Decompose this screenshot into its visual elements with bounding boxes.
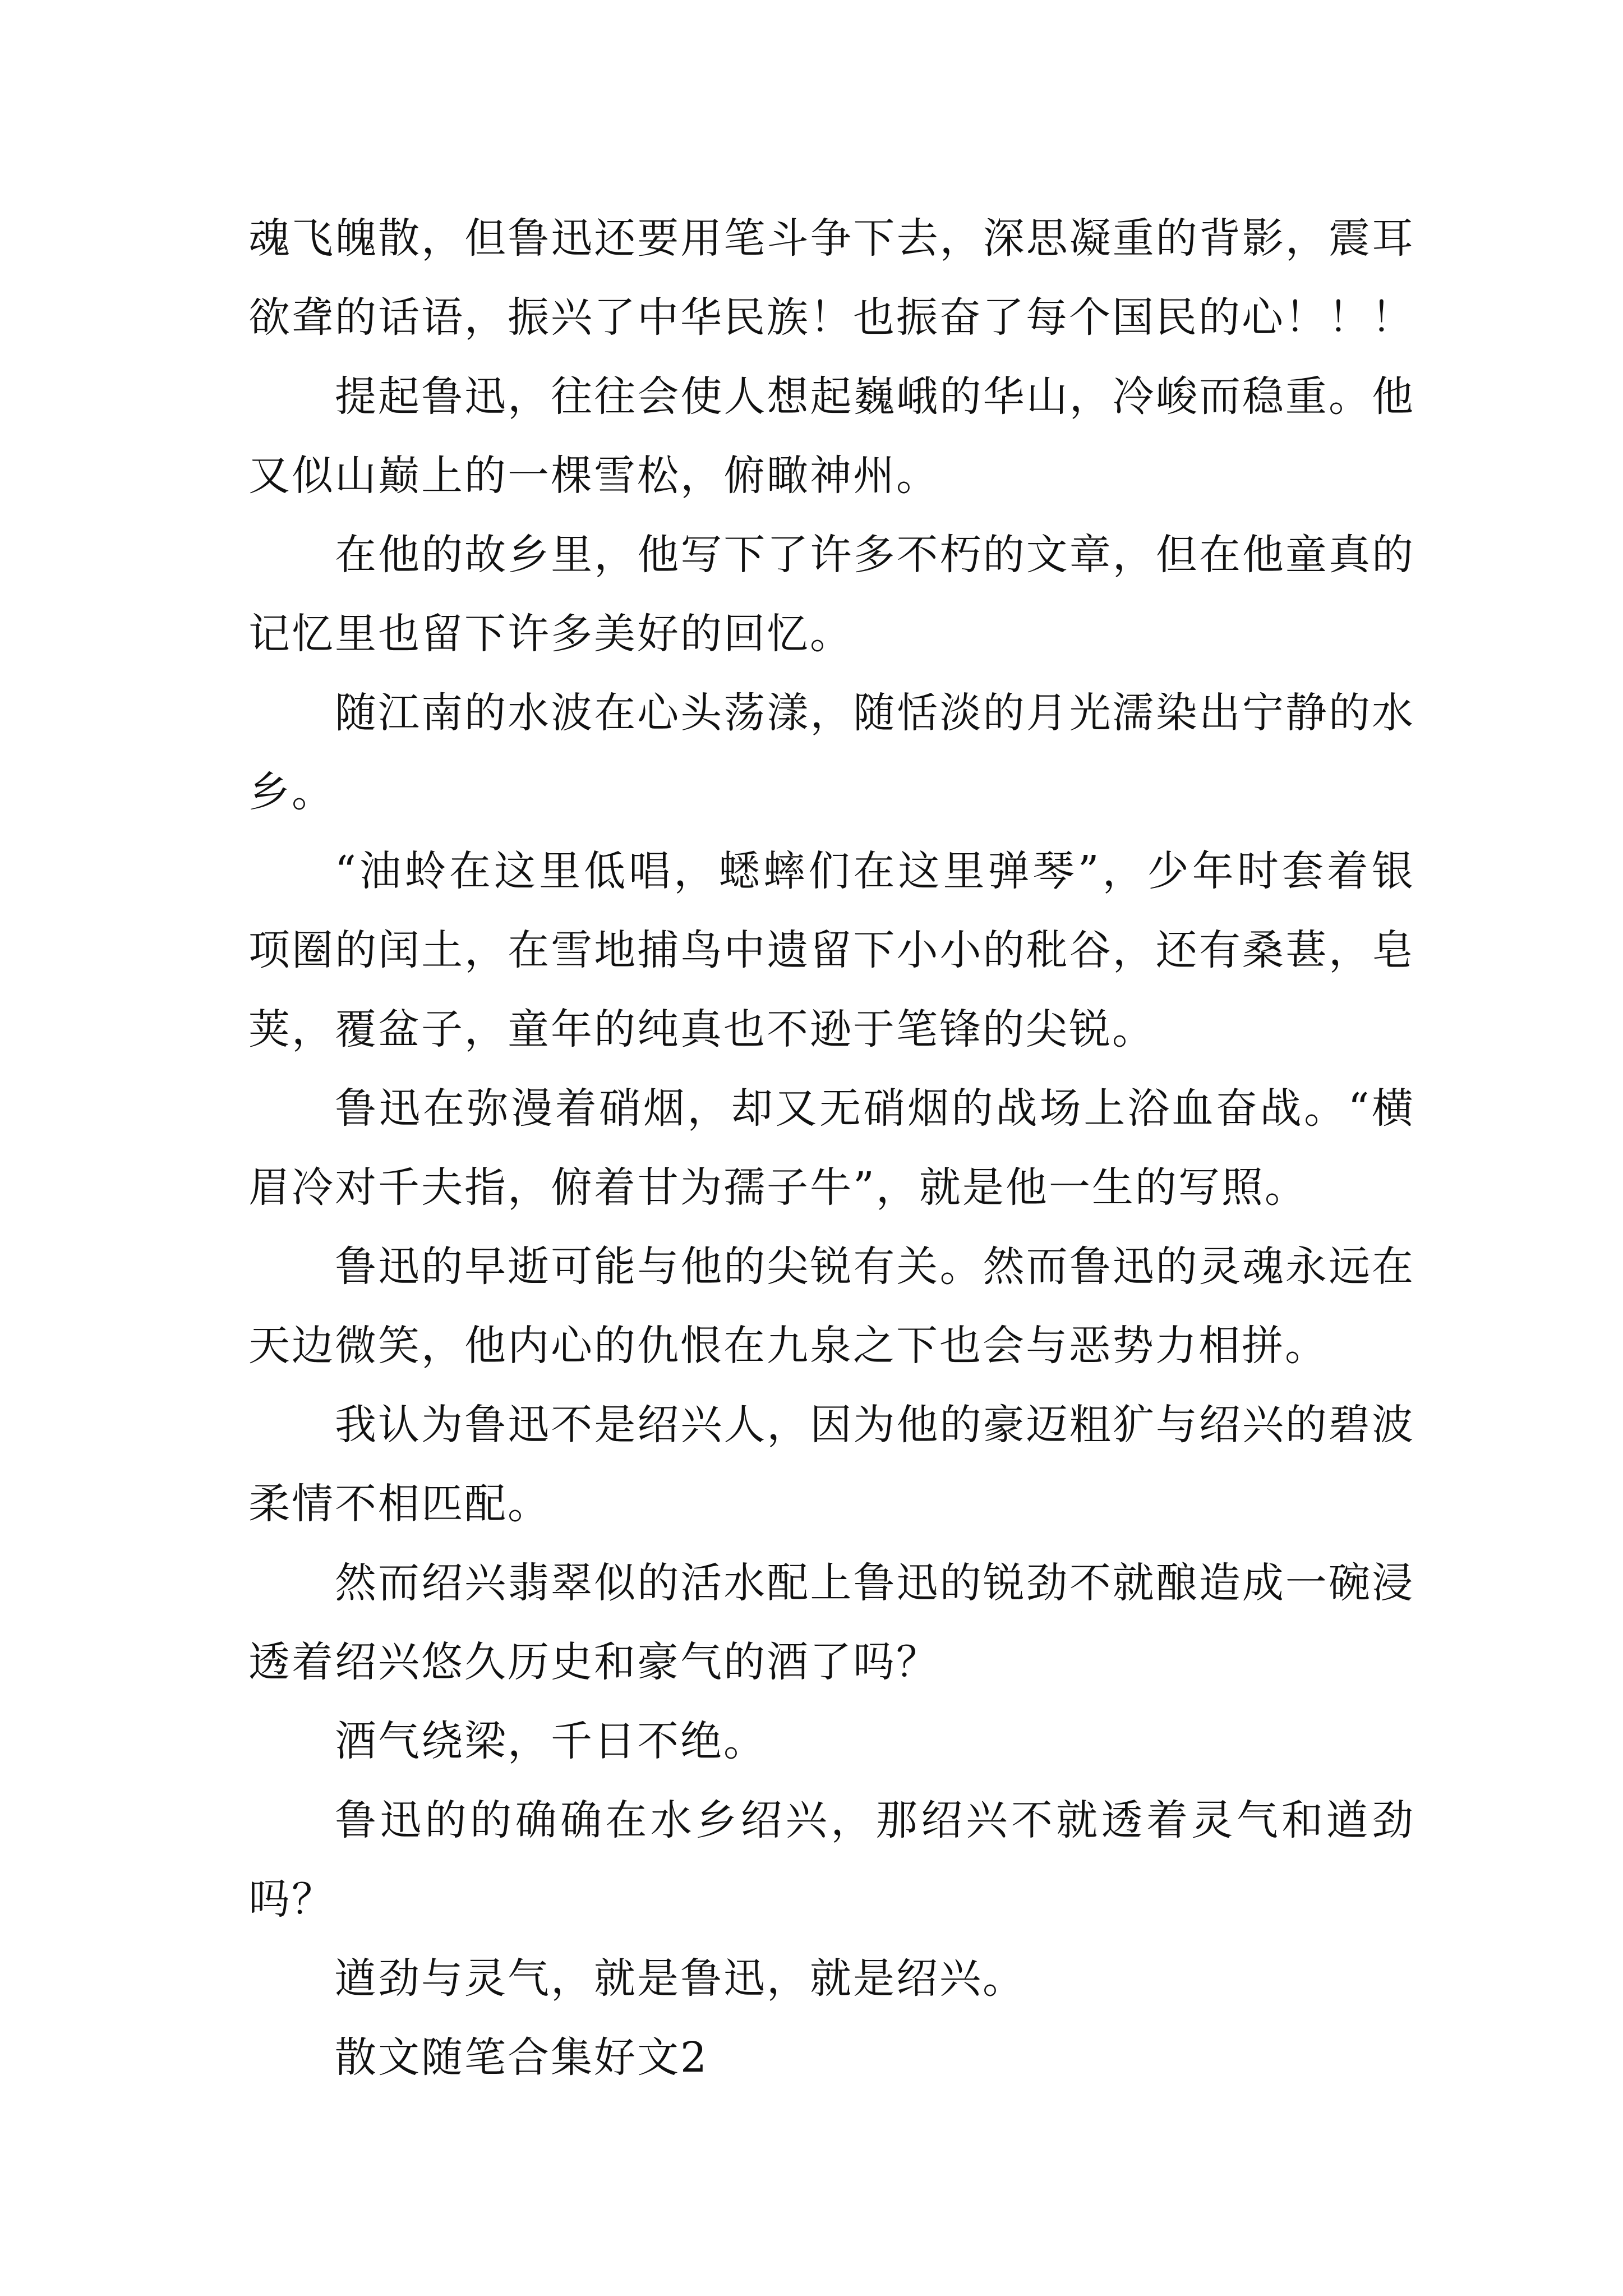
paragraph-2: 提起鲁迅，往往会使人想起巍峨的华山，冷峻而稳重。他又似山巅上的一棵雪松，俯瞰神州。 <box>248 372 1415 500</box>
paragraph-11: 鲁迅的的确确在水乡绍兴，那绍兴不就透着灵气和遒劲吗？ <box>248 1796 1415 1924</box>
paragraph-7: 鲁迅的早逝可能与他的尖锐有关。然而鲁迅的灵魂永远在天边微笑，他内心的仇恨在九泉之下也会与恶势力相拼。 <box>248 1243 1415 1370</box>
paragraph-6: 鲁迅在弥漫着硝烟，却又无硝烟的战场上浴血奋战。“横眉冷对千夫指，俯着甘为孺子牛”，就是他一生的写照。 <box>248 1084 1415 1212</box>
paragraph-4: 随江南的水波在心头荡漾，随恬淡的月光濡染出宁静的水乡。 <box>248 689 1415 816</box>
paragraph-3: 在他的故乡里，他写下了许多不朽的文章，但在他童真的记忆里也留下许多美好的回忆。 <box>248 531 1415 658</box>
paragraph-8: 我认为鲁迅不是绍兴人，因为他的豪迈粗犷与绍兴的碧波柔情不相匹配。 <box>248 1401 1415 1528</box>
paragraph-1: 魂飞魄散，但鲁迅还要用笔斗争下去，深思凝重的背影，震耳欲聋的话语，振兴了中华民族！也振奋了每个国民的心！！！ <box>248 214 1415 342</box>
paragraph-5: “油蛉在这里低唱，蟋蟀们在这里弹琴”，少年时套着银项圈的闰土，在雪地捕鸟中遗留下小小的秕谷，还有桑葚，皂荚，覆盆子，童年的纯真也不逊于笔锋的尖锐。 <box>248 847 1415 1053</box>
document-body <box>248 199 1415 2097</box>
paragraph-10: 酒气绕梁，千日不绝。 <box>335 1717 767 1765</box>
paragraph-9: 然而绍兴翡翠似的活水配上鲁迅的锐劲不就酿造成一碗浸透着绍兴悠久历史和豪气的酒了吗？ <box>248 1559 1415 1686</box>
paragraph-12: 遒劲与灵气，就是鲁迅，就是绍兴。 <box>335 1954 1026 2003</box>
section-heading: 散文随笔合集好文2 <box>335 2033 709 2082</box>
